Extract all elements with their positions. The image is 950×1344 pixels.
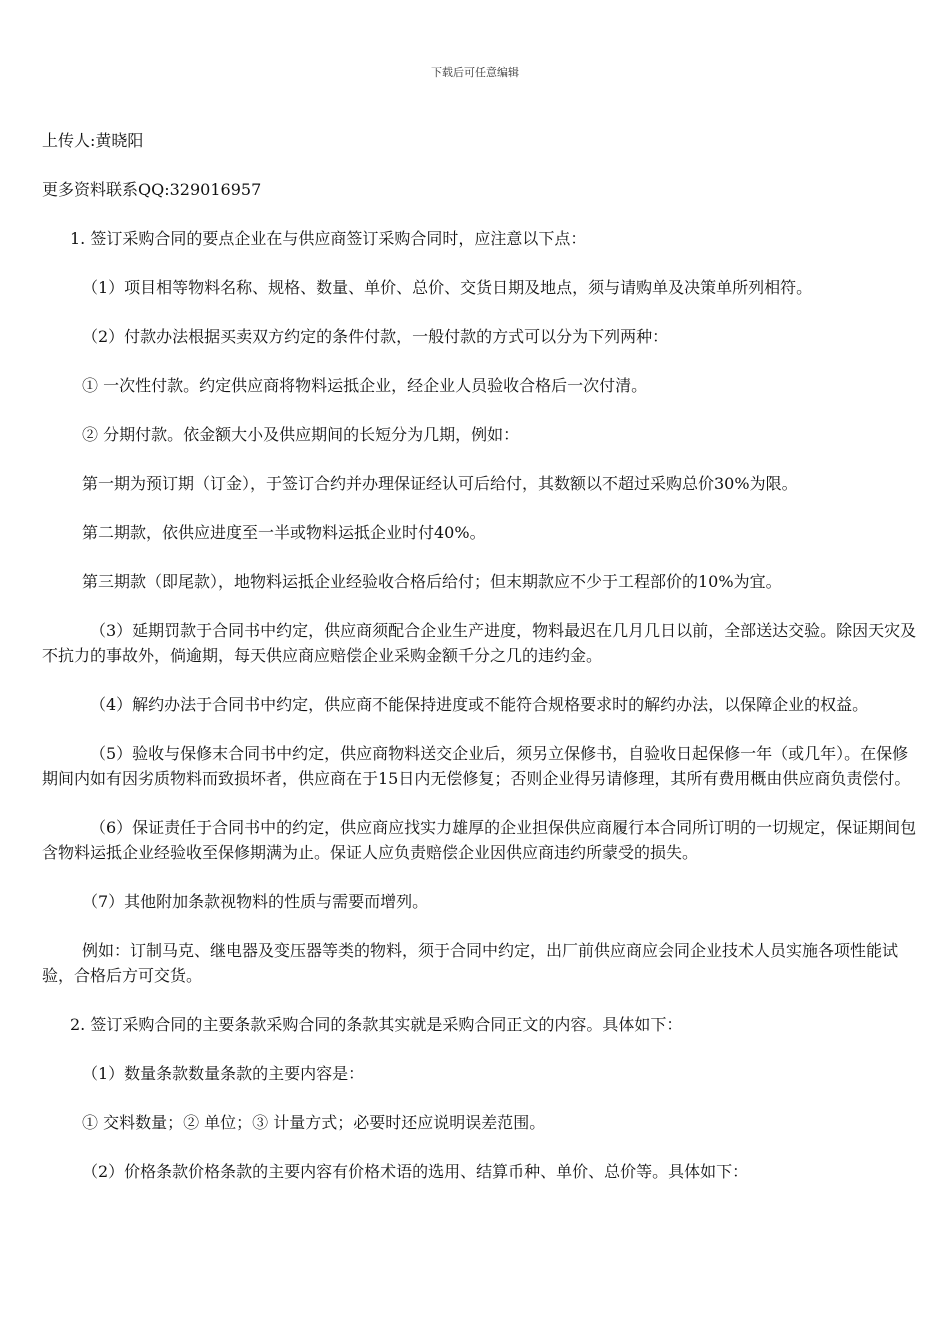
clause-2-option-a: ① 一次性付款。约定供应商将物料运抵企业，经企业人员验收合格后一次付清。 [82, 376, 648, 395]
clause-4: （4）解约办法于合同书中约定，供应商不能保持进度或不能符合规格要求时的解约办法，以保障企业的权益。 [90, 695, 869, 714]
section-2-heading: 2. 签订采购合同的主要条款采购合同的条款其实就是采购合同正文的内容。具体如下： [70, 1015, 683, 1034]
clause-5: （5）验收与保修末合同书中约定，供应商物料送交企业后，须另立保修书，自验收日起保修一年（或几年）。在保修期间内如有因劣质物料而致损坏者，供应商在于15日内无偿修复；否则企业得另请修理，其所有费用概由供应商负责偿付。 [42, 744, 911, 788]
clause-7: （7）其他附加条款视物料的性质与需要而增列。 [82, 892, 429, 911]
clause-2: （2）付款办法根据买卖双方约定的条件付款，一般付款的方式可以分为下列两种： [82, 327, 669, 346]
payment-phase-1: 第一期为预订期（订金），于签订合约并办理保证经认可后给付，其数额以不超过采购总价30%为限。 [82, 474, 798, 493]
clause-1-text: （1）项目相等物料名称、规格、数量、单价、总价、交货日期及地点，须与请购单及决策单所列相符。 [82, 278, 813, 297]
term-quantity-items: ① 交料数量；② 单位；③ 计量方式；必要时还应说明误差范围。 [82, 1113, 546, 1132]
clause-2-option-b: ② 分期付款。依金额大小及供应期间的长短分为几期，例如： [82, 425, 520, 444]
clause-1 [42, 275, 920, 300]
term-quantity: （1）数量条款数量条款的主要内容是： [82, 1064, 365, 1083]
payment-phase-3: 第三期款（即尾款），地物料运抵企业经验收合格后给付；但末期款应不少于工程部价的10%为宜。 [82, 572, 782, 591]
clause-3: （3）延期罚款于合同书中约定，供应商须配合企业生产进度，物料最迟在几月几日以前，全部送达交验。除因天灾及不抗力的事故外，倘逾期，每天供应商应赔偿企业采购金额千分之几的违约金。 [42, 621, 917, 665]
contact-line: 更多资料联系QQ:329016957 [42, 180, 262, 199]
header-note: 下载后可任意编辑 [431, 66, 519, 79]
document-body [42, 128, 920, 1208]
clause-7-example: 例如：订制马克、继电器及变压器等类的物料，须于合同中约定，出厂前供应商应会同企业技术人员实施各项性能试验，合格后方可交货。 [42, 941, 899, 985]
clause-6: （6）保证责任于合同书中的约定，供应商应找实力雄厚的企业担保供应商履行本合同所订明的一切规定，保证期间包含物料运抵企业经验收至保修期满为止。保证人应负责赔偿企业因供应商违约所蒙受的损失。 [42, 818, 917, 862]
payment-phase-2: 第二期款，依供应进度至一半或物料运抵企业时付40%。 [82, 523, 486, 542]
term-price: （2）价格条款价格条款的主要内容有价格术语的选用、结算币种、单价、总价等。具体如下： [82, 1162, 749, 1181]
section-1-heading: 1. 签订采购合同的要点企业在与供应商签订采购合同时，应注意以下点： [70, 229, 587, 248]
uploader-line: 上传人:黄晓阳 [42, 131, 144, 150]
